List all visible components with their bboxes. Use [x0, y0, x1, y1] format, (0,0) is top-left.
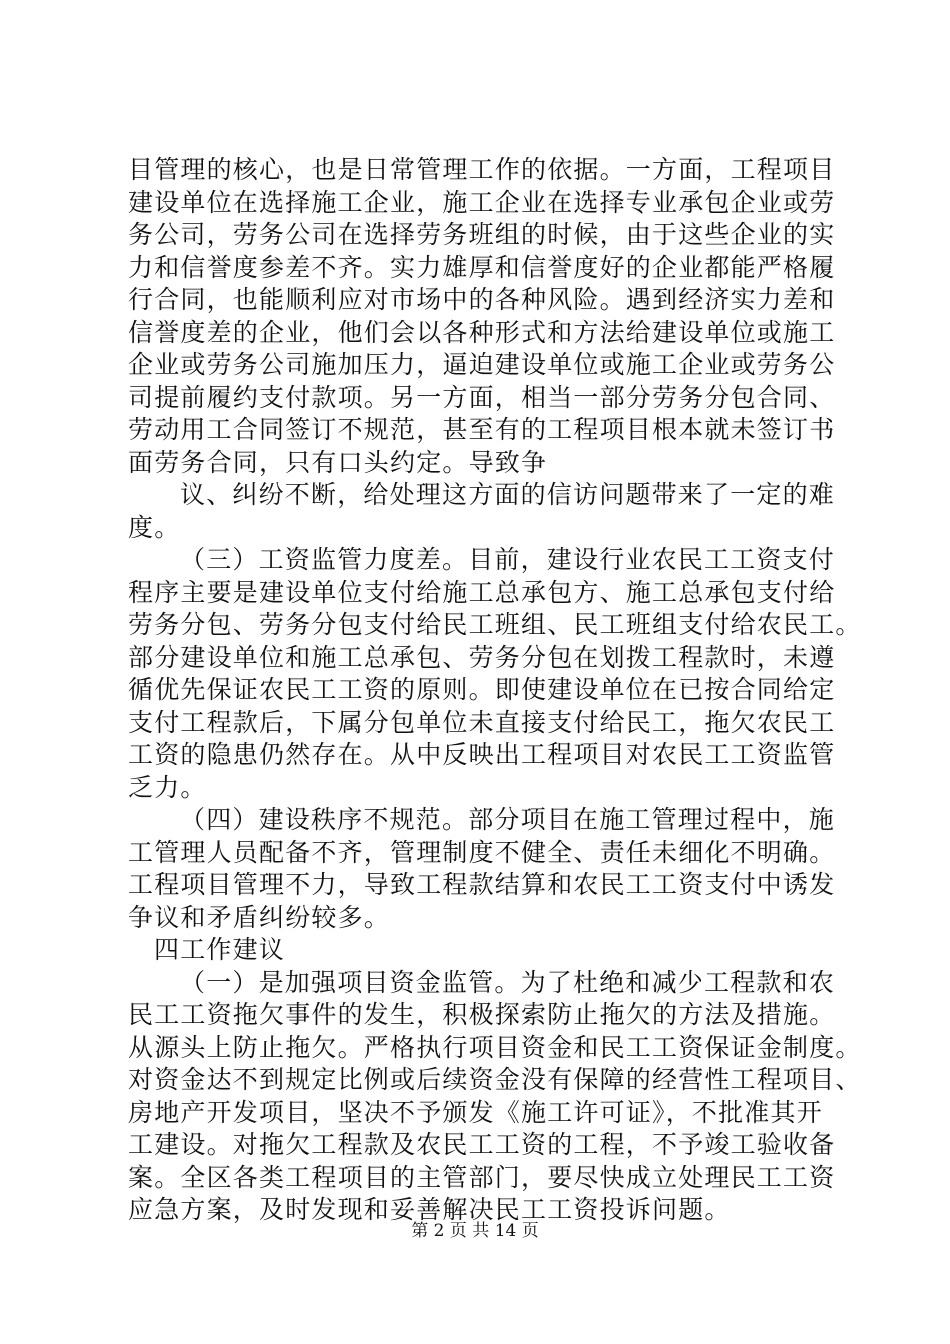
text-line: 工管理人员配备不齐，管理制度不健全、责任未细化不明确。 — [128, 837, 836, 867]
text-line: 度。 — [128, 512, 181, 542]
text-line: 乏力。 — [128, 772, 207, 802]
text-line: 务公司，劳务公司在选择劳务班组的时候，由于这些企业的实 — [128, 220, 836, 249]
text-line: 目管理的核心，也是日常管理工作的依据。一方面，工程项目 — [128, 155, 836, 184]
text-line: 信誉度差的企业，他们会以各种形式和方法给建设单位或施工 — [128, 317, 836, 347]
text-line: 案。全区各类工程项目的主管部门，要尽快成立处理民工工资 — [128, 1162, 836, 1192]
text-line: 面劳务合同，只有口头约定。导致争 — [128, 447, 548, 477]
text-line: 建设单位在选择施工企业，施工企业在选择专业承包企业或劳 — [128, 187, 836, 217]
text-line: （一）是加强项目资金监管。为了杜绝和减少工程款和农 — [180, 967, 836, 997]
text-line: 劳动用工合同签订不规范，甚至有的工程项目根本就未签订书 — [128, 415, 836, 444]
text-line: （四）建设秩序不规范。部分项目在施工管理过程中，施 — [180, 805, 836, 834]
text-line: 部分建设单位和施工总承包、劳务分包在划拨工程款时，未遵 — [128, 642, 836, 672]
text-line: 民工工资拖欠事件的发生，积极探索防止拖欠的方法及措施。 — [128, 1000, 836, 1029]
text-line: 力和信誉度参差不齐。实力雄厚和信誉度好的企业都能严格履 — [128, 252, 836, 282]
text-line: 支付工程款后，下属分包单位未直接支付给民工，拖欠农民工 — [128, 707, 836, 737]
page-footer: 第 2 页 共 14 页 — [411, 1221, 539, 1241]
text-line: 程序主要是建设单位支付给施工总承包方、施工总承包支付给 — [128, 577, 836, 607]
text-line: 议、纠纷不断，给处理这方面的信访问题带来了一定的难 — [180, 480, 836, 509]
text-line: 企业或劳务公司施加压力，逼迫建设单位或施工企业或劳务公 — [128, 350, 836, 379]
text-line: 劳务分包、劳务分包支付给民工班组、民工班组支付给农民工。 — [128, 610, 862, 639]
text-line: 房地产开发项目，坚决不予颁发《施工许可证》，不批准其开 — [128, 1097, 823, 1127]
text-line: 争议和矛盾纠纷较多。 — [128, 902, 391, 932]
text-line: 应急方案，及时发现和妥善解决民工工资投诉问题。 — [128, 1195, 731, 1224]
text-line: 工建设。对拖欠工程款及农民工工资的工程，不予竣工验收备 — [128, 1130, 836, 1159]
document-body — [128, 154, 862, 1227]
text-line: 工资的隐患仍然存在。从中反映出工程项目对农民工工资监管 — [128, 740, 836, 769]
text-line: 司提前履约支付款项。另一方面，相当一部分劳务分包合同、 — [128, 382, 836, 412]
text-line: （三）工资监管力度差。目前，建设行业农民工工资支付 — [180, 545, 836, 574]
text-line: 循优先保证农民工工资的原则。即使建设单位在已按合同给定 — [128, 675, 836, 704]
text-line: 四工作建议 — [154, 935, 286, 964]
text-line: 从源头上防止拖欠。严格执行项目资金和民工工资保证金制度。 — [128, 1032, 862, 1062]
text-line: 行合同，也能顺利应对市场中的各种风险。遇到经济实力差和 — [128, 285, 836, 314]
text-line: 工程项目管理不力，导致工程款结算和农民工工资支付中诱发 — [128, 870, 836, 899]
text-line: 对资金达不到规定比例或后续资金没有保障的经营性工程项目、 — [128, 1065, 862, 1094]
